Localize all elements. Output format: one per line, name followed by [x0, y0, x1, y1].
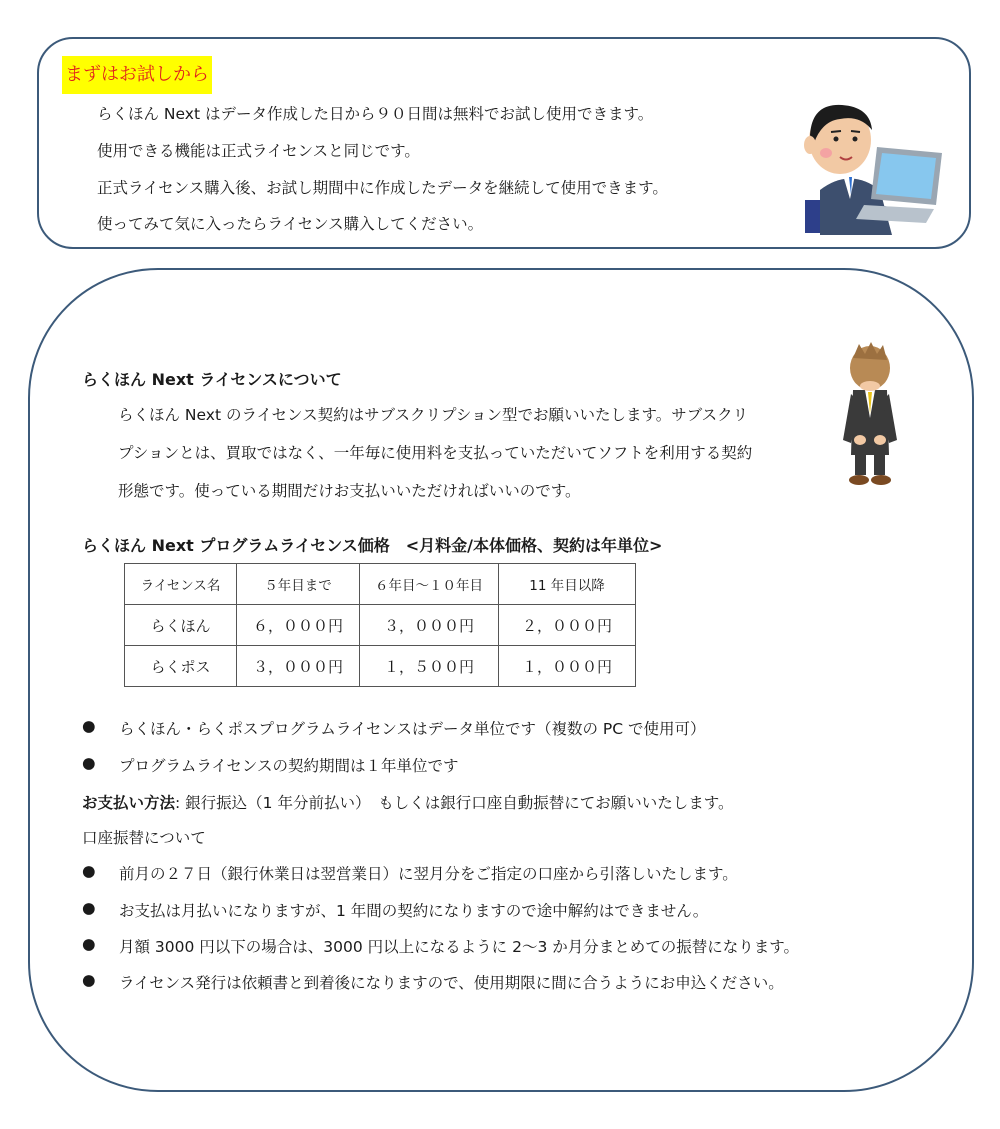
- price-heading: らくほん Next プログラムライセンス価格 <月料金/本体価格、契約は年単位>: [82, 536, 663, 555]
- table-cell: ３，０００円: [360, 605, 499, 646]
- payment-text: : 銀行振込（1 年分前払い） もしくは銀行口座自動振替にてお願いいたします。: [175, 794, 734, 812]
- list-item-text: らくほん・らくポスプログラムライセンスはデータ単位です（複数の PC で使用可）: [119, 720, 706, 738]
- trial-line-4: 使ってみて気に入ったらライセンス購入してください。: [97, 215, 484, 233]
- transfer-heading: 口座振替について: [82, 829, 206, 847]
- table-row: [125, 605, 636, 646]
- price-table: [124, 563, 636, 687]
- table-cell: ２，０００円: [499, 605, 636, 646]
- license-para-line-2: プションとは、買取ではなく、一年毎に使用料を支払っていただいてソフトを利用する契約: [118, 444, 753, 462]
- bowing-man-illustration: [835, 340, 905, 488]
- table-header-cell: 11 年目以降: [499, 564, 636, 605]
- list-item: [82, 862, 738, 884]
- list-item-text: お支払は月払いになりますが、1 年間の契約になりますので途中解約はできません。: [119, 902, 709, 920]
- bullet-icon: ●: [82, 899, 96, 917]
- bullet-icon: ●: [82, 717, 96, 735]
- table-row: [125, 646, 636, 687]
- man-laptop-illustration: [800, 95, 950, 235]
- list-item-text: プログラムライセンスの契約期間は１年単位です: [119, 757, 459, 775]
- list-item: [82, 971, 784, 993]
- table-cell: １，５００円: [360, 646, 499, 687]
- license-heading: らくほん Next ライセンスについて: [82, 370, 342, 389]
- license-para-line-1: らくほん Next のライセンス契約はサブスクリプション型でお願いいたします。サブスクリ: [118, 406, 749, 424]
- payment-method: [82, 791, 733, 813]
- trial-line-2: 使用できる機能は正式ライセンスと同じです。: [97, 142, 420, 160]
- list-item: [82, 754, 458, 776]
- list-item-text: ライセンス発行は依頼書と到着後になりますので、使用期限に間に合うようにお申込ください。: [119, 974, 784, 992]
- trial-line-3: 正式ライセンス購入後、お試し期間中に作成したデータを継続して使用できます。: [97, 179, 668, 197]
- list-item: [82, 717, 705, 739]
- table-cell: ３，０００円: [237, 646, 360, 687]
- trial-title: まずはお試しから: [62, 56, 212, 94]
- list-item: [82, 899, 708, 921]
- table-cell: らくポス: [125, 646, 237, 687]
- bullet-icon: ●: [82, 862, 96, 880]
- table-header-cell: ５年目まで: [237, 564, 360, 605]
- table-header-cell: ライセンス名: [125, 564, 237, 605]
- table-header-cell: ６年目～１０年目: [360, 564, 499, 605]
- table-header-row: [125, 564, 636, 605]
- payment-label: お支払い方法: [82, 794, 176, 812]
- list-item: [82, 935, 799, 957]
- bullet-icon: ●: [82, 935, 96, 953]
- list-item-text: 月額 3000 円以下の場合は、3000 円以上になるように 2～3 か月分まとめての振替になります。: [119, 938, 800, 956]
- table-cell: ６，０００円: [237, 605, 360, 646]
- trial-line-1: らくほん Next はデータ作成した日から９０日間は無料でお試し使用できます。: [97, 105, 654, 123]
- table-cell: らくほん: [125, 605, 237, 646]
- table-cell: １，０００円: [499, 646, 636, 687]
- bullet-icon: ●: [82, 971, 96, 989]
- list-item-text: 前月の２７日（銀行休業日は翌営業日）に翌月分をご指定の口座から引落しいたします。: [119, 865, 738, 883]
- bullet-icon: ●: [82, 754, 96, 772]
- license-para-line-3: 形態です。使っている期間だけお支払いいただければいいのです。: [118, 482, 581, 500]
